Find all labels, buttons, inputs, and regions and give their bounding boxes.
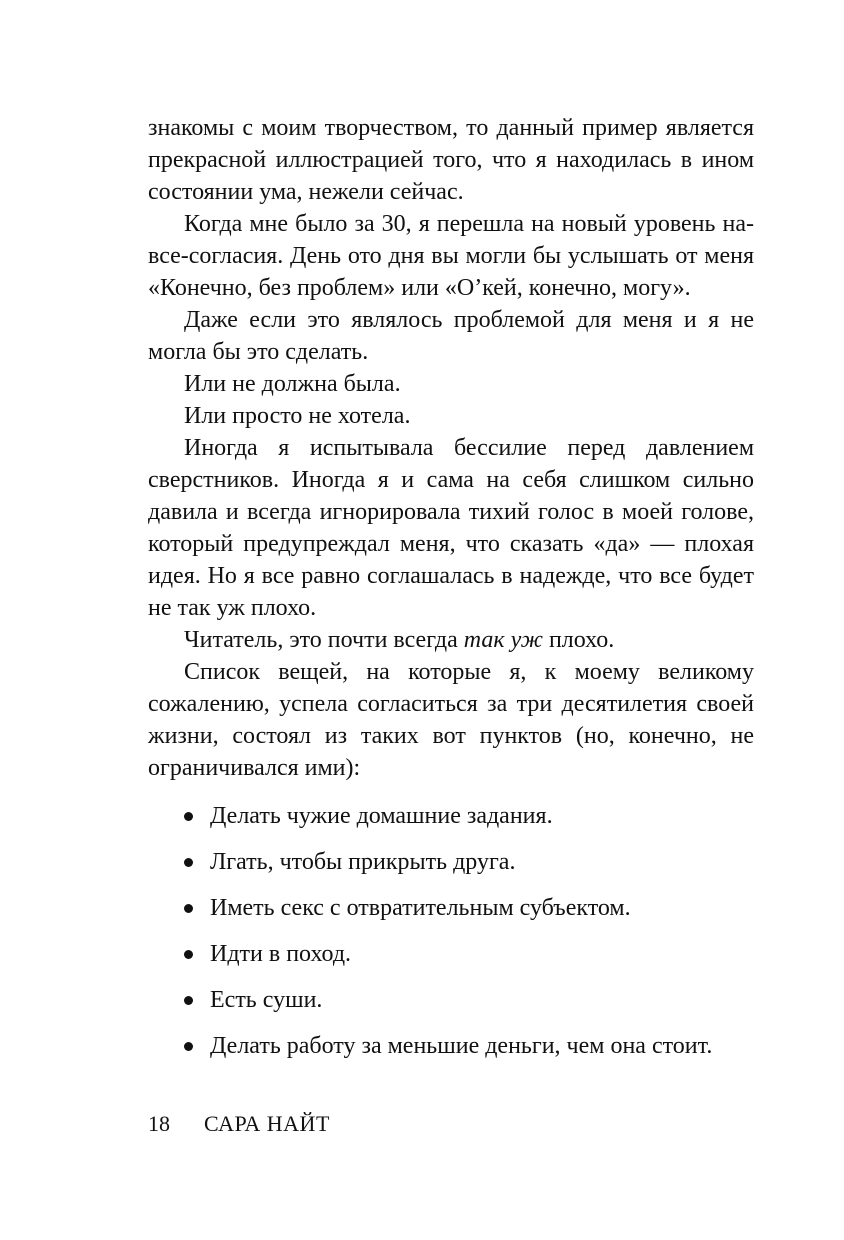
list-item-text: Делать чужие домашние задания.	[210, 803, 553, 829]
bullet-list	[178, 800, 758, 1076]
list-intro-paragraph: Список вещей, на которые я, к моему великому сожалению, успела согласиться за три десятилетия своей жизни, состоял из таких вот пунктов (но, конечно, не ограничивался ими):	[148, 659, 754, 781]
reader-text-before: Читатель, это почти всегда	[184, 627, 464, 653]
list-item	[178, 800, 758, 832]
reader-text-after: плохо.	[542, 627, 615, 653]
list-item	[178, 1030, 758, 1062]
paragraph: Даже если это являлось проблемой для меня и я не могла бы это сделать.	[148, 307, 754, 365]
list-item-text: Иметь секс с отвратительным субъектом.	[210, 895, 631, 921]
list-item-text: Делать работу за меньшие деньги, чем она стоит.	[210, 1033, 713, 1059]
bullet-icon	[184, 904, 193, 913]
page-number: 18	[148, 1111, 170, 1136]
list-item	[178, 984, 758, 1016]
list-item	[178, 846, 758, 878]
paragraph: Иногда я испытывала бессилие перед давлением сверстников. Иногда я и сама на себя слишком сильно давила и всегда игнорировала тихий голос в моей голове, который предупреждал меня, что сказать «да» — плохая идея. Но я все равно соглашалась в надежде, что все будет не так уж плохо.	[148, 435, 754, 621]
paragraph: знакомы с моим творчеством, то данный пример является прекрасной иллюстрацией того, что я находилась в ином состоянии ума, нежели сейчас.	[148, 115, 754, 205]
running-head: САРА НАЙТ	[204, 1111, 330, 1136]
bullet-icon	[184, 858, 193, 867]
paragraph: Или не должна была.	[184, 371, 401, 397]
bullet-icon	[184, 1042, 193, 1051]
bullet-icon	[184, 996, 193, 1005]
bullet-icon	[184, 812, 193, 821]
list-item-text: Есть суши.	[210, 987, 323, 1013]
reader-paragraph	[148, 624, 754, 656]
body-text	[148, 112, 754, 784]
list-item	[178, 938, 758, 970]
list-item-text: Лгать, чтобы прикрыть друга.	[210, 849, 516, 875]
paragraph: Или просто не хотела.	[184, 403, 411, 429]
list-item-text: Идти в поход.	[210, 941, 352, 967]
emphasized-text: так уж	[463, 627, 543, 653]
paragraph: Когда мне было за 30, я перешла на новый уровень на-все-согласия. День ото дня вы могли бы услышать от меня «Конечно, без проблем» или «О’кей, конечно, могу».	[148, 211, 754, 301]
bullet-icon	[184, 950, 193, 959]
page-footer	[148, 1110, 330, 1138]
list-item	[178, 892, 758, 924]
